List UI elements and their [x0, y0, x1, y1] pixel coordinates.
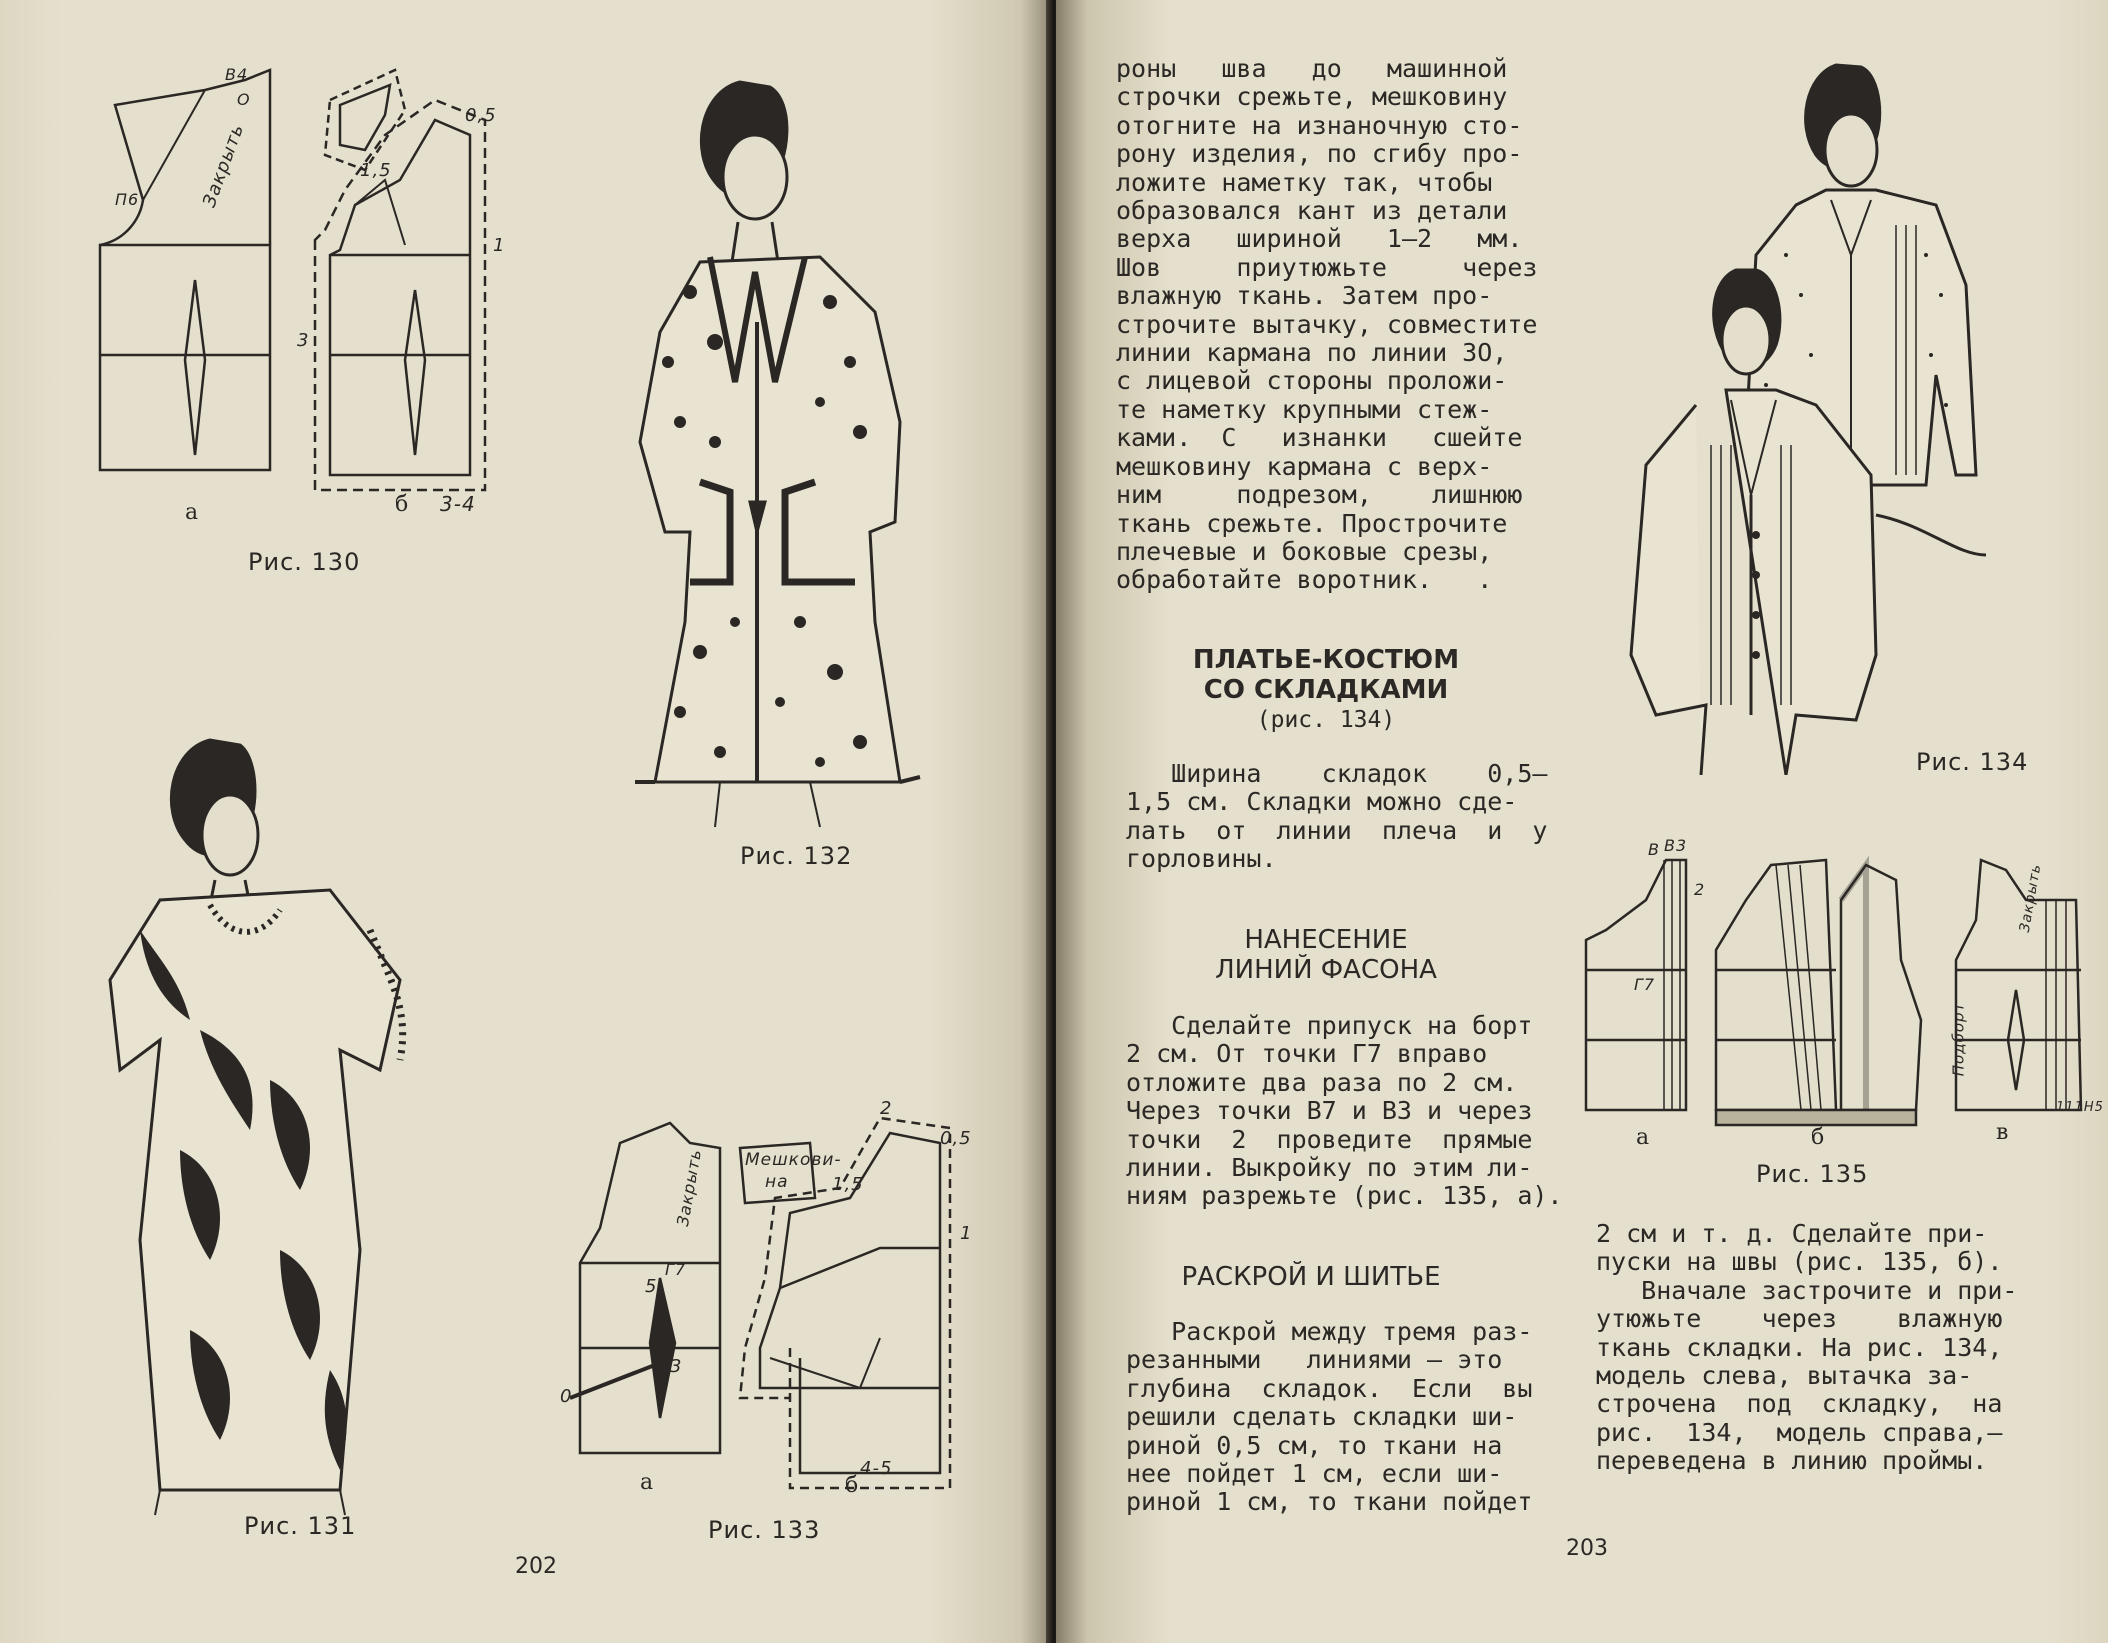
heading-line: СО СКЛАДКАМИ — [1203, 675, 1449, 705]
text-line: с лицевой стороны проложи- — [1116, 366, 1508, 396]
text-line: Шов приутюжьте через — [1116, 252, 1538, 282]
text-line: лать от линии плеча и у — [1126, 815, 1548, 845]
figure-131-dress-illustration — [100, 730, 470, 1520]
figure-133-label-1: 1 — [960, 1223, 973, 1244]
text-line: риной 0,5 см, то ткани на — [1126, 1430, 1503, 1460]
figure-132-caption: Рис. 132 — [740, 842, 853, 870]
text-line: образовался кант из детали — [1116, 196, 1508, 226]
text-line: точки 2 проведите прямые — [1126, 1124, 1533, 1154]
text-line: роны шва до машинной — [1116, 54, 1508, 83]
figure-135-label-v: в — [1996, 1120, 2010, 1145]
text-block-2 — [1126, 760, 1547, 874]
figure-133-label-sacking-1: Мешкови- — [745, 1150, 842, 1170]
text-line: влажную ткань. Затем про- — [1116, 281, 1493, 311]
figure-133-caption: Рис. 133 — [708, 1516, 821, 1544]
figure-130-label-1: 1 — [493, 235, 506, 256]
text-line: решили сделать складки ши- — [1126, 1402, 1518, 1432]
page-number-left: 202 — [515, 1554, 557, 1579]
text-line: верха шириной 1—2 мм. — [1116, 224, 1523, 254]
text-line: строчите вытачку, совместите — [1116, 309, 1538, 339]
figure-133-label-b: б — [845, 1473, 860, 1498]
figure-134-jacket-illustration — [1626, 55, 2076, 775]
figure-130-caption: Рис. 130 — [248, 548, 361, 576]
figure-130-label-0-5: 0,5 — [465, 105, 497, 126]
figure-133-label-4-5: 4-5 — [860, 1458, 893, 1479]
text-line: ткань складки. На рис. 134, — [1596, 1332, 2003, 1362]
figure-133-label-0-5: 0,5 — [940, 1128, 972, 1149]
figure-130-label-b: б — [395, 492, 410, 517]
right-page — [1056, 0, 2108, 1643]
text-block-3 — [1126, 1012, 1563, 1211]
text-line: ками. С изнанки сшейте — [1116, 423, 1523, 453]
figure-133-label-1-5: 1,5 — [832, 1174, 864, 1195]
text-line: Сделайте припуск на борт — [1126, 1011, 1533, 1040]
text-line: 2 см. От точки Г7 вправо — [1126, 1039, 1488, 1069]
text-line: 1,5 см. Складки можно сде- — [1126, 787, 1518, 817]
figure-133-pattern-draft — [560, 1098, 980, 1498]
text-line: рону изделия, по сгибу про- — [1116, 139, 1523, 169]
text-line: мешковину кармана с верх- — [1116, 451, 1493, 481]
figure-130-label-1-5: 1,5 — [360, 160, 392, 181]
text-line: обработайте воротник. . — [1116, 565, 1493, 595]
text-line: отложите два раза по 2 см. — [1126, 1067, 1518, 1097]
figure-130-label-p6: П6 — [115, 190, 140, 209]
text-line: строчки срежьте, мешковину — [1116, 82, 1508, 112]
figure-135-label-b-point: В — [1648, 840, 1660, 859]
heading-line: ПЛАТЬЕ-КОСТЮМ — [1192, 645, 1460, 675]
heading-line: ЛИНИЙ ФАСОНА — [1215, 955, 1437, 985]
figure-135-label-b3: В3 — [1664, 836, 1688, 855]
text-line: ложите наметку так, чтобы — [1116, 167, 1493, 197]
text-line: Вначале застрочите и при- — [1596, 1275, 2018, 1305]
section-heading-cutting-sewing — [1096, 1262, 1526, 1292]
heading-line: РАСКРОЙ И ШИТЬЕ — [1181, 1262, 1441, 1292]
figure-133-label-a: а — [640, 1470, 655, 1495]
text-line: ниям разрежьте (рис. 135, а). — [1126, 1181, 1563, 1211]
figure-133-label-g7: Г7 — [665, 1260, 687, 1279]
figure-135-label-facing: Подборт — [1949, 1001, 1968, 1077]
text-line: Через точки В7 и В3 и через — [1126, 1096, 1533, 1126]
text-line: ткань срежьте. Простpочите — [1116, 508, 1508, 538]
text-line: те наметку крупными стеж- — [1116, 394, 1493, 424]
heading-figure-ref: (рис. 134) — [1256, 707, 1396, 733]
heading-line: НАНЕСЕНИЕ — [1244, 925, 1408, 955]
figure-130-label-o: О — [237, 90, 251, 109]
text-line: рис. 134, модель справа,— — [1596, 1417, 2003, 1447]
figure-133-label-sacking-2: на — [765, 1172, 789, 1192]
text-line: модель слева, вытачка за- — [1596, 1361, 1973, 1391]
figure-131-caption: Рис. 131 — [244, 1512, 357, 1540]
figure-135-label-h5: 111Н5 — [2056, 1100, 2104, 1115]
figure-133-label-0: 0 — [560, 1386, 573, 1407]
left-page — [0, 0, 1052, 1643]
text-line: ним подрезом, лишнюю — [1116, 480, 1523, 510]
text-line: Ширина складок 0,5— — [1126, 759, 1548, 788]
text-line: глубина складок. Если вы — [1126, 1373, 1533, 1403]
text-line: плечевые и боковые срезы, — [1116, 536, 1493, 566]
figure-133-label-close: Закрыть — [672, 1147, 706, 1228]
figure-130-label-a: а — [185, 500, 200, 525]
section-heading-dress-suit — [1116, 645, 1536, 735]
text-line: пуски на швы (рис. 135, б). — [1596, 1247, 2003, 1277]
text-block-5 — [1596, 1220, 2017, 1476]
text-line: переведена в линию проймы. — [1596, 1446, 1988, 1476]
figure-130-label-3: 3 — [297, 330, 310, 351]
figure-135-label-2: 2 — [1694, 880, 1706, 899]
text-line: нее пойдет 1 см, если ши- — [1126, 1459, 1503, 1489]
text-line: Раскрой между тремя раз- — [1126, 1317, 1533, 1346]
figure-135-caption: Рис. 135 — [1756, 1160, 1869, 1188]
figure-135-label-b: б — [1811, 1125, 1826, 1150]
figure-132-coat-illustration — [620, 62, 940, 832]
text-line: горловины. — [1126, 844, 1277, 874]
figure-134-caption: Рис. 134 — [1916, 748, 2029, 776]
figure-133-label-3: 3 — [670, 1356, 683, 1377]
text-line: резанными линиями — это — [1126, 1345, 1503, 1375]
text-line: линии кармана по линии ЗО, — [1116, 338, 1508, 368]
figure-133-label-5: 5 — [645, 1276, 658, 1297]
text-line: 2 см и т. д. Сделайте при- — [1596, 1219, 1988, 1248]
text-line: утюжьте через влажную — [1596, 1304, 2003, 1334]
text-line: риной 1 см, то ткани пойдет — [1126, 1487, 1533, 1517]
figure-130-label-b4: В4 — [225, 65, 249, 84]
figure-130-label-3-4: 3-4 — [440, 492, 476, 516]
figure-135-label-g7: Г7 — [1634, 975, 1656, 994]
page-number-right: 203 — [1566, 1536, 1608, 1561]
figure-135-label-a: а — [1636, 1125, 1651, 1150]
text-block-1 — [1116, 55, 1537, 595]
figure-135-pattern-draft — [1576, 836, 2104, 1160]
text-line: отогните на изнаночную сто- — [1116, 110, 1523, 140]
figure-130-label-close: Закрыть — [198, 120, 249, 211]
figure-130-pattern-draft — [85, 60, 515, 530]
text-block-4 — [1126, 1318, 1532, 1517]
figure-133-label-2: 2 — [880, 1098, 893, 1119]
text-line: строчена под складку, на — [1596, 1389, 2003, 1419]
figure-135-label-close: Закрыть — [2016, 862, 2045, 934]
text-line: линии. Выкройку по этим ли- — [1126, 1153, 1533, 1183]
section-heading-style-lines — [1116, 925, 1536, 985]
